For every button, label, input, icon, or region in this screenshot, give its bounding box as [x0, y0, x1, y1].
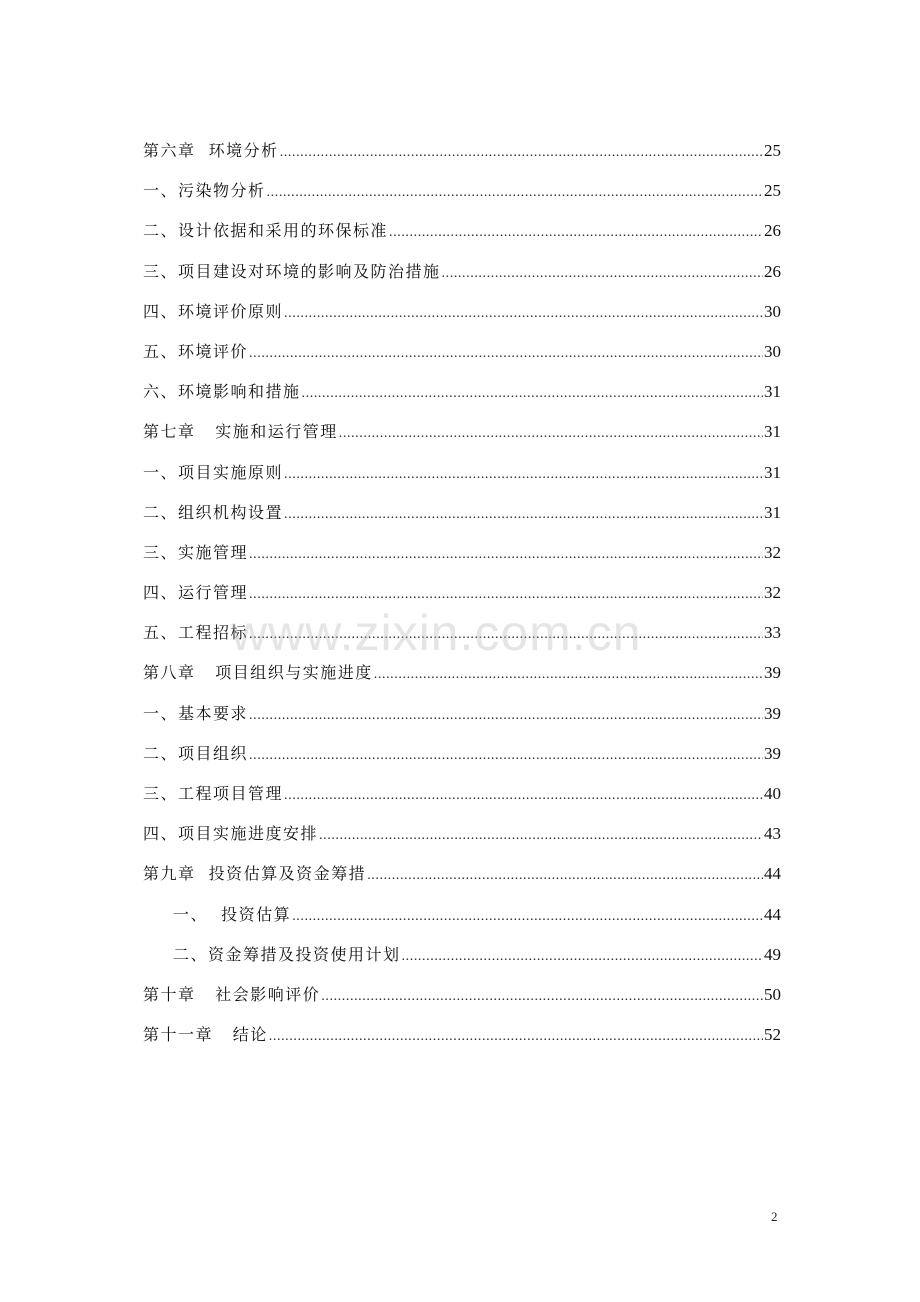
toc-entry-title: 二、资金筹措及投资使用计划	[173, 944, 401, 964]
toc-dot-leader	[284, 467, 763, 483]
toc-dot-leader	[284, 788, 763, 804]
toc-entry-page: 30	[764, 341, 781, 361]
toc-entry[interactable]	[143, 781, 781, 821]
toc-dot-leader	[367, 868, 763, 884]
toc-entry-title: 六、环境影响和措施	[143, 382, 301, 402]
toc-entry-title: 三、实施管理	[143, 542, 249, 562]
toc-entry-page: 39	[764, 743, 781, 763]
toc-entry-page: 32	[764, 542, 781, 562]
toc-dot-leader	[374, 667, 763, 683]
toc-dot-leader	[280, 145, 763, 161]
toc-dot-leader	[249, 748, 763, 764]
toc-entry-title: 四、环境评价原则	[143, 301, 284, 321]
toc-entry[interactable]	[143, 138, 781, 178]
toc-entry[interactable]	[143, 942, 781, 982]
toc-entry-title: 一、 投资估算	[173, 904, 292, 924]
toc-dot-leader	[442, 266, 763, 282]
toc-dot-leader	[249, 587, 763, 603]
toc-entry-page: 40	[764, 784, 781, 803]
toc-entry-title: 三、项目建设对环境的影响及防治措施	[143, 261, 441, 281]
toc-entry[interactable]	[143, 580, 781, 620]
toc-entry-title: 第九章 投资估算及资金筹措	[143, 864, 367, 884]
toc-entry-page: 25	[764, 181, 781, 201]
toc-entry[interactable]	[143, 701, 781, 741]
toc-entry-page: 26	[764, 261, 781, 281]
toc-entry-page: 50	[764, 984, 781, 1004]
toc-entry[interactable]	[143, 339, 781, 379]
toc-entry[interactable]	[143, 741, 781, 781]
toc-entry[interactable]	[143, 821, 781, 861]
toc-entry-page: 31	[764, 462, 781, 482]
toc-entry-page: 43	[764, 824, 781, 844]
toc-entry-title: 五、工程招标	[143, 623, 249, 643]
toc-entry-page: 31	[764, 502, 781, 522]
toc-entry-page: 33	[764, 623, 781, 643]
toc-entry-title: 二、项目组织	[143, 743, 249, 763]
toc-entry-page: 49	[764, 944, 781, 964]
toc-dot-leader	[249, 346, 763, 362]
toc-entry-page: 31	[764, 422, 781, 442]
toc-entry[interactable]	[143, 218, 781, 258]
toc-entry[interactable]	[143, 460, 781, 500]
toc-dot-leader	[339, 426, 763, 442]
page-number: 2	[771, 1209, 778, 1224]
toc-entry-title: 一、污染物分析	[143, 181, 266, 201]
toc-entry-title: 第六章 环境分析	[143, 141, 279, 160]
toc-entry[interactable]	[143, 660, 781, 700]
toc-entry-page: 25	[764, 141, 781, 160]
toc-entry[interactable]	[143, 178, 781, 218]
toc-dot-leader	[249, 627, 763, 643]
toc-entry[interactable]	[143, 982, 781, 1022]
toc-entry-title: 二、设计依据和采用的环保标准	[143, 221, 389, 241]
toc-dot-leader	[284, 507, 763, 523]
toc-entry-title: 第十一章 结论	[143, 1025, 268, 1045]
toc-entry-title: 三、工程项目管理	[143, 784, 284, 803]
toc-entry-page: 32	[764, 583, 781, 603]
watermark: www.zixin.com.cn	[231, 605, 642, 661]
toc-dot-leader	[302, 386, 763, 402]
toc-entry-page: 44	[764, 864, 781, 884]
toc-entry-page: 52	[764, 1025, 781, 1045]
table-of-contents	[143, 138, 781, 1062]
toc-dot-leader	[267, 185, 763, 201]
toc-entry[interactable]	[143, 1022, 781, 1062]
toc-entry[interactable]	[143, 419, 781, 459]
toc-dot-leader	[319, 828, 763, 844]
toc-dot-leader	[321, 989, 763, 1005]
toc-entry-title: 一、项目实施原则	[143, 462, 284, 482]
toc-entry-page: 26	[764, 221, 781, 241]
toc-dot-leader	[402, 949, 763, 965]
toc-entry-title: 四、项目实施进度安排	[143, 824, 319, 844]
toc-entry[interactable]	[143, 299, 781, 339]
toc-entry-title: 五、环境评价	[143, 341, 249, 361]
toc-dot-leader	[249, 708, 763, 724]
toc-entry-title: 第十章 社会影响评价	[143, 984, 321, 1004]
toc-dot-leader	[269, 1029, 763, 1045]
toc-dot-leader	[389, 225, 763, 241]
toc-entry[interactable]	[143, 379, 781, 419]
toc-entry-title: 第八章 项目组织与实施进度	[143, 663, 373, 683]
toc-entry-page: 39	[764, 663, 781, 683]
toc-entry-title: 第七章 实施和运行管理	[143, 422, 338, 442]
toc-dot-leader	[284, 306, 763, 322]
toc-entry[interactable]	[143, 259, 781, 299]
toc-entry-page: 31	[764, 382, 781, 402]
toc-entry[interactable]	[143, 540, 781, 580]
toc-dot-leader	[249, 547, 763, 563]
toc-entry-title: 二、组织机构设置	[143, 502, 284, 522]
toc-entry-title: 四、运行管理	[143, 583, 249, 603]
toc-entry[interactable]	[143, 500, 781, 540]
toc-dot-leader	[292, 909, 763, 925]
toc-entry[interactable]	[143, 620, 781, 660]
toc-entry[interactable]	[143, 861, 781, 901]
toc-entry-page: 39	[764, 703, 781, 723]
toc-entry[interactable]	[143, 902, 781, 942]
toc-entry-page: 44	[764, 904, 781, 924]
toc-entry-title: 一、基本要求	[143, 703, 249, 723]
toc-entry-page: 30	[764, 301, 781, 321]
